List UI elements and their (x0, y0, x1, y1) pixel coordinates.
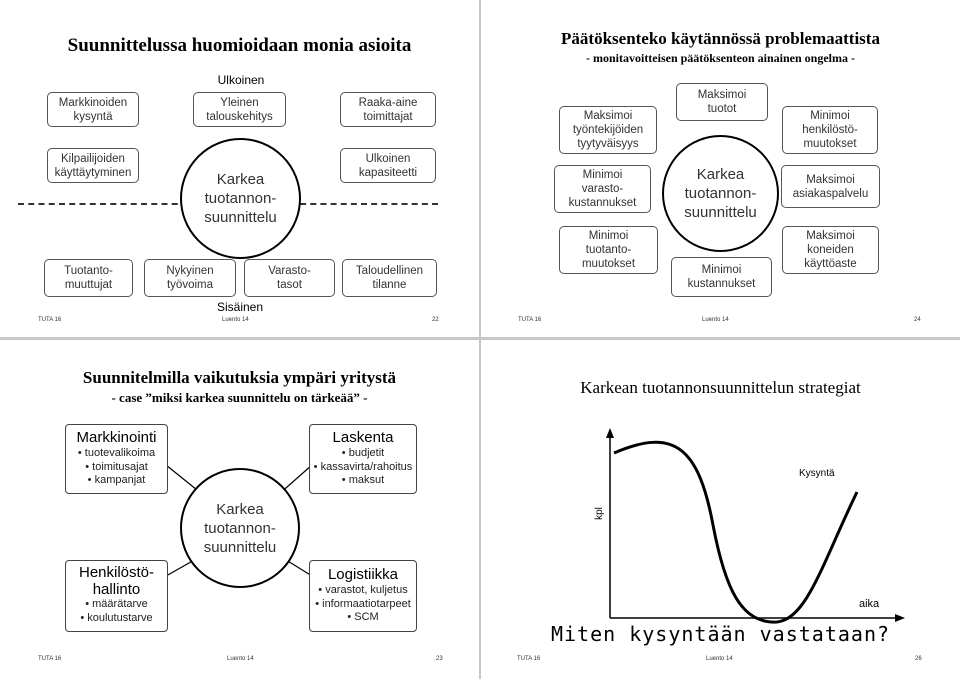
footer-course: TUTA 16 (517, 656, 541, 662)
footer-lecture: Luento 14 (702, 317, 729, 323)
markkinointi-item: • tuotevalikoima (66, 447, 167, 461)
footer-page: 22 (432, 317, 439, 323)
center-circle: Karkea tuotannon- suunnittelu (180, 468, 300, 588)
box-logistiikka (309, 560, 417, 632)
box-minimoi-henkilosto: Minimoi henkilöstö- muutokset (782, 106, 878, 154)
footer-lecture: Luento 14 (222, 317, 249, 323)
slide-23 (0, 340, 479, 679)
box-raaka-aine-toimittajat: Raaka-aine toimittajat (340, 92, 436, 127)
slide-subtitle: - monitavoitteisen päätöksenteon ainainen ongelma - (585, 51, 855, 65)
box-ulkoinen-kapasiteetti: Ulkoinen kapasiteetti (340, 148, 436, 183)
logistiikka-item: • varastot, kuljetus (310, 584, 416, 598)
markkinointi-item: • kampanjat (66, 474, 167, 488)
laskenta-item: • kassavirta/rahoitus (310, 461, 416, 475)
slide-title: Suunnittelussa huomioidaan monia asioita (67, 35, 412, 56)
box-laskenta (309, 424, 417, 494)
box-kilpailijoiden-kayttaytyminen: Kilpailijoiden käyttäytyminen (47, 148, 139, 183)
box-varastotasot: Varasto- tasot (244, 259, 335, 297)
footer-page: 24 (914, 317, 921, 323)
box-minimoi-kustannukset: Minimoi kustannukset (671, 257, 772, 297)
slide-title: Päätöksenteko käytännössä problemaattista (561, 29, 880, 48)
dashed-divider-right (290, 203, 438, 205)
box-maksimoi-asiakaspalvelu: Maksimoi asiakaspalvelu (781, 165, 880, 208)
footer-course: TUTA 16 (518, 317, 542, 323)
footer-course: TUTA 16 (38, 317, 62, 323)
henkilosto-item: • määrätarve (66, 598, 167, 612)
box-taloudellinen-tilanne: Taloudellinen tilanne (342, 259, 437, 297)
box-maksimoi-tyontekijoiden: Maksimoi työntekijöiden tyytyväisyys (559, 106, 657, 154)
internal-label: Sisäinen (216, 300, 264, 314)
markkinointi-item: • toimitusajat (66, 461, 167, 475)
x-axis-label: aika (859, 598, 880, 610)
slide-subtitle: - case ”miksi karkea suunnittelu on tärkeää” - (111, 390, 368, 405)
logistiikka-heading: Logistiikka (327, 566, 399, 583)
footer-course: TUTA 16 (38, 656, 62, 662)
footer-lecture: Luento 14 (706, 656, 733, 662)
box-tuotantomuuttujat: Tuotanto- muuttujat (44, 259, 133, 297)
slide-title: Suunnitelmilla vaikutuksia ympäri yritystä (82, 368, 397, 387)
box-yleinen-talouskehitys: Yleinen talouskehitys (193, 92, 286, 127)
curve-label: Kysyntä (799, 468, 835, 479)
henkilosto-item: • koulutustarve (66, 612, 167, 626)
slide-24 (481, 0, 960, 337)
logistiikka-item: • informaatiotarpeet (310, 598, 416, 612)
laskenta-item: • maksut (310, 474, 416, 488)
footer-page: 26 (915, 656, 922, 662)
box-henkilostohallinto (65, 560, 168, 632)
henkilosto-heading: Henkilöstö- hallinto (78, 564, 155, 598)
laskenta-item: • budjetit (310, 447, 416, 461)
question-text: Miten kysyntään vastataan? (550, 622, 891, 646)
box-maksimoi-koneiden: Maksimoi koneiden käyttöaste (782, 226, 879, 274)
footer-page: 23 (436, 656, 443, 662)
slide-title: Karkean tuotannonsuunnittelun strategiat (580, 378, 861, 397)
box-markkinoiden-kysynta: Markkinoiden kysyntä (47, 92, 139, 127)
center-circle: Karkea tuotannon- suunnittelu (662, 135, 779, 252)
markkinointi-heading: Markkinointi (76, 429, 157, 446)
box-minimoi-varasto: Minimoi varasto- kustannukset (554, 165, 651, 213)
y-axis-label: kpl (593, 507, 605, 520)
box-markkinointi (65, 424, 168, 494)
center-circle: Karkea tuotannon- suunnittelu (180, 138, 301, 259)
external-label: Ulkoinen (217, 73, 265, 87)
logistiikka-item: • SCM (310, 611, 416, 625)
box-minimoi-tuotantomuutokset: Minimoi tuotanto- muutokset (559, 226, 658, 274)
dashed-divider-left (18, 203, 188, 205)
slide-26 (481, 340, 960, 679)
footer-lecture: Luento 14 (227, 656, 254, 662)
box-nykyinen-tyovoima: Nykyinen työvoima (144, 259, 236, 297)
laskenta-heading: Laskenta (332, 429, 394, 446)
box-maksimoi-tuotot: Maksimoi tuotot (676, 83, 768, 121)
y-axis (606, 428, 614, 618)
slide-22 (0, 0, 479, 337)
